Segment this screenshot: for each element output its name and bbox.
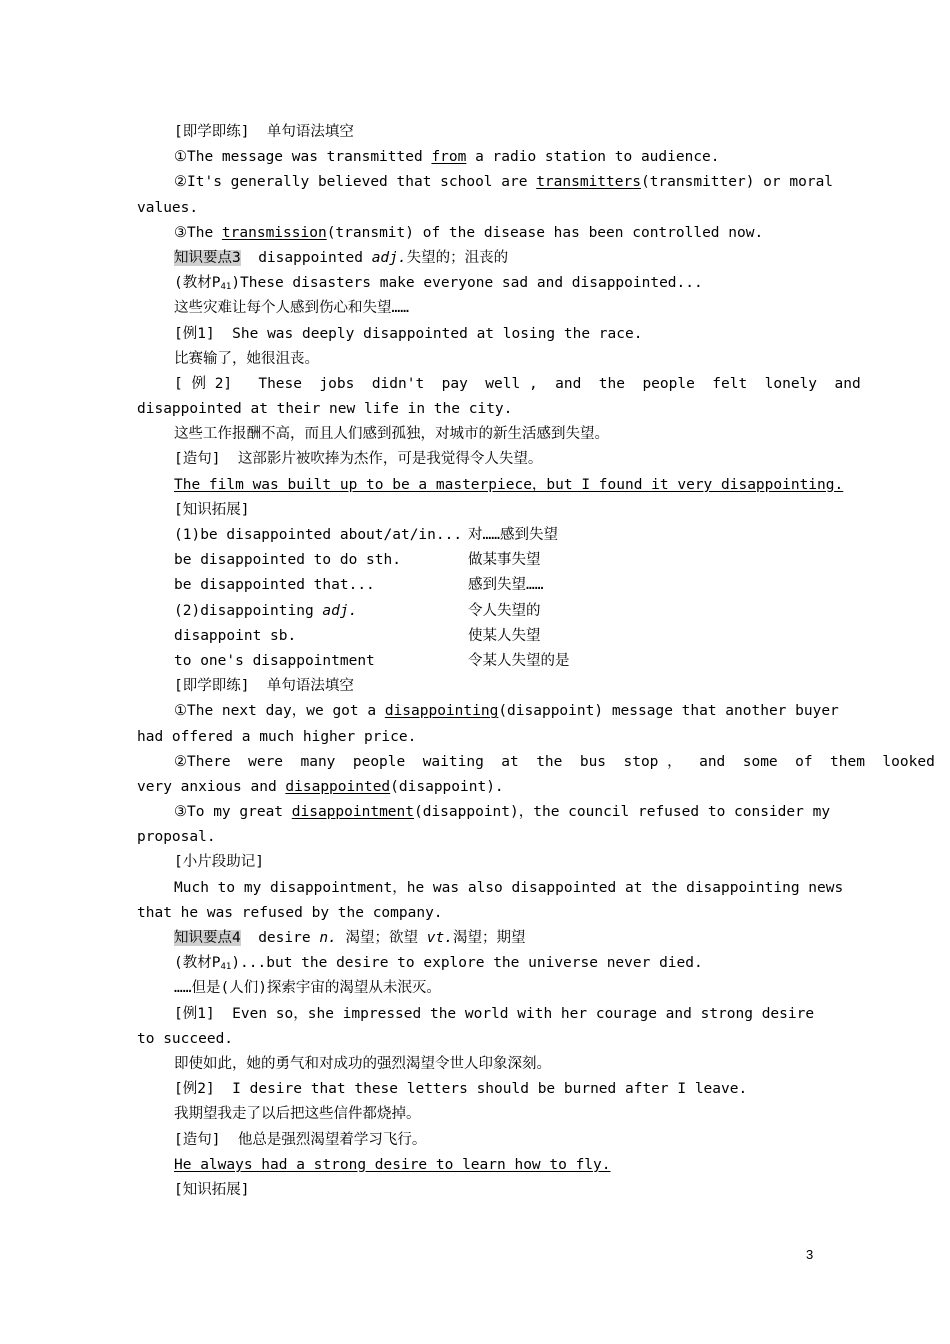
translation: 这些工作报酬不高，而且人们感到孤独，对城市的新生活感到失望。 — [174, 426, 609, 443]
exercise-heading: [即学即练] 单句语法填空 — [174, 678, 354, 695]
exercise-line: ②It's generally believed that school are transmitters(transmitter) or moral — [174, 174, 834, 191]
example-sentence-cont: disappointed at their new life in the city. — [137, 401, 513, 418]
example-sentence: [例1] She was deeply disappointed at losing the race. — [174, 325, 643, 342]
exercise-heading — [137, 120, 815, 145]
example-sentence-cont: to succeed. — [137, 1030, 234, 1047]
knowledge-point-tag: 知识要点3 — [174, 249, 241, 266]
exercise-line: ③The transmission(transmit) of the disease has been controlled now. — [174, 224, 764, 241]
textbook-quote: (教材$P_{41})...but$ the desire to explore the universe never died. — [174, 955, 703, 973]
exercise-line-cont: had offered a much higher price. — [137, 728, 417, 745]
exercise-line: ①The next day，we got a disappointing(disappoint) message that another buyer — [174, 703, 839, 720]
translation: 我期望我走了以后把这些信件都烧掉。 — [174, 1106, 421, 1123]
memory-aid-text: Much to my disappointment，he was also disappointed at the disappointing news — [174, 879, 844, 896]
expansion-row: be disappointed to do sth. 做某事失望 — [174, 552, 541, 569]
page-content — [137, 120, 935, 1203]
answer-blank: transmission — [221, 224, 327, 241]
page-number: 3 — [806, 1247, 814, 1262]
translation: 这些灾难让每个人感到伤心和失望…… — [174, 300, 409, 317]
exercise-line-cont: very anxious and disappointed(disappoint). — [137, 778, 504, 795]
answer-blank: transmitters — [536, 174, 641, 191]
textbook-quote: (教材$P_{41})These$ disasters make everyone sad and disappointed... — [174, 275, 703, 293]
exercise-line: ①The message was transmitted from a radio station to audience. — [174, 149, 720, 166]
translation: 比赛输了，她很沮丧。 — [174, 350, 319, 367]
sentence-making-answer: He always had a strong desire to learn how to fly. — [174, 1156, 611, 1173]
exercise-line: ②There were many people waiting at the bus stop ， and some of them looked — [174, 753, 935, 770]
sentence-making-prompt: [造句] 他总是强烈渴望着学习飞行。 — [174, 1131, 427, 1148]
expansion-heading: [知识拓展] — [174, 1181, 250, 1198]
answer-blank: disappointing — [384, 703, 499, 720]
expansion-row: (1)be disappointed about/at/in... 对……感到失望 — [174, 527, 558, 543]
expansion-heading: [知识拓展] — [174, 501, 250, 518]
expansion-row: disappoint sb. 使某人失望 — [174, 627, 541, 644]
expansion-row: to one's disappointment 令某人失望的是 — [174, 652, 570, 669]
knowledge-point-heading: 知识要点3 disappointed adj.失望的；沮丧的 — [174, 249, 509, 266]
sentence-making-answer: The film was built up to be a masterpiece，but I found it very disappointing. — [174, 476, 844, 493]
memory-aid-heading: [小片段助记] — [174, 854, 264, 871]
exercise-line-cont: values. — [137, 199, 199, 216]
example-sentence: [ 例 2] These jobs didn't pay well , and the people felt lonely and — [174, 375, 861, 392]
example-sentence: [例2] I desire that these letters should be burned after I leave. — [174, 1081, 748, 1098]
sentence-making-prompt: [造句] 这部影片被吹捧为杰作，可是我觉得令人失望。 — [174, 451, 543, 468]
translation: 即使如此，她的勇气和对成功的强烈渴望令世人印象深刻。 — [174, 1055, 551, 1072]
knowledge-point-heading: 知识要点4 desire n. 渴望；欲望 vt.渴望；期望 — [174, 930, 526, 946]
exercise-line-cont: proposal. — [137, 829, 216, 846]
answer-blank: disappointed — [285, 778, 391, 795]
expansion-row: (2)disappointing adj. 令人失望的 — [174, 602, 541, 619]
answer-blank: disappointment — [291, 804, 414, 821]
exercise-tag: [即学即练] — [174, 124, 250, 140]
example-sentence: [例1] Even so，she impressed the world with her courage and strong desire — [174, 1005, 815, 1022]
knowledge-point-tag: 知识要点4 — [174, 930, 241, 946]
translation: ……但是(人们)探索宇宙的渴望从未泯灭。 — [174, 980, 441, 997]
answer-blank: from — [431, 149, 467, 166]
exercise-title: 单句语法填空 — [249, 124, 354, 140]
memory-aid-text-cont: that he was refused by the company. — [137, 904, 443, 921]
expansion-row: be disappointed that... 感到失望…… — [174, 577, 544, 594]
exercise-line: ③To my great disappointment(disappoint)，the council refused to consider my — [174, 804, 831, 821]
